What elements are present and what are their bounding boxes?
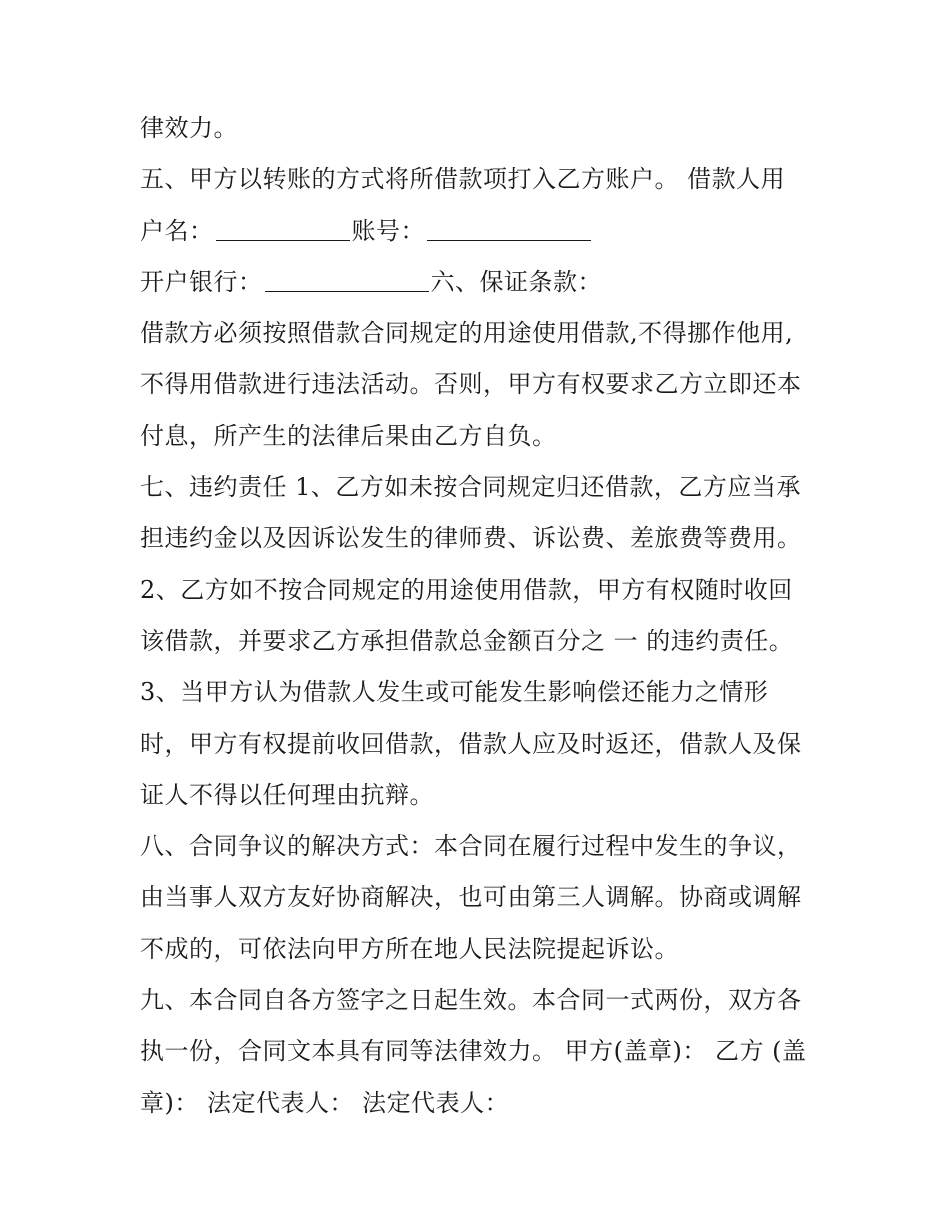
text-line: 不得用借款进行违法活动。否则，甲方有权要求乙方立即还本 [140,370,802,399]
contract-body [140,103,820,1129]
text-line: 证人不得以任何理由抗辩。 [140,780,434,809]
text-line: 九、本合同自各方签字之日起生效。本合同一式两份，双方各 [140,986,802,1015]
text-line: 担违约金以及因诉讼发生的律师费、诉讼费、差旅费等费用。 [140,524,802,553]
text-line: 不成的，可依法向甲方所在地人民法院提起诉讼。 [140,934,679,963]
text-line: 执一份，合同文本具有同等法律效力。 甲方(盖章)： 乙方 (盖 [140,1037,807,1066]
text-line: 八、合同争议的解决方式：本合同在履行过程中发生的争议， [140,832,802,861]
text-line: 借款方必须按照借款合同规定的用途使用借款,不得挪作他用, [140,319,794,348]
text-line: 2、乙方如不按合同规定的用途使用借款，甲方有权随时收回 [140,575,793,604]
text-line: 时，甲方有权提前收回借款，借款人应及时返还，借款人及保 [140,729,802,758]
user-name-label: 户名： [140,216,214,245]
text-line: 该借款，并要求乙方承担借款总金额百分之 一 的违约责任。 [140,626,794,655]
text-line: 七、违约责任 1、乙方如未按合同规定归还借款，乙方应当承 [140,473,801,502]
bank-info-line [140,257,820,308]
text-line: 付息，所产生的法律后果由乙方自负。 [140,421,557,450]
bank-label: 开户银行： [140,267,263,296]
user-name-blank [216,218,350,241]
text-line: 五、甲方以转账的方式将所借款项打入乙方账户。 借款人用 [140,165,786,194]
text-line: 3、当甲方认为借款人发生或可能发生影响偿还能力之情形 [140,678,769,707]
text-line: 章)： 法定代表人： 法定代表人： [140,1088,510,1117]
account-number-blank [427,218,591,241]
text-line: 律效力。 [140,114,238,142]
bank-blank [265,269,429,292]
account-number-label: 账号： [351,216,425,245]
text-line: 由当事人双方友好协商解决，也可由第三人调解。协商或调解 [140,883,802,912]
section-6-title: 六、保证条款： [430,267,602,296]
account-info-line [140,206,820,257]
